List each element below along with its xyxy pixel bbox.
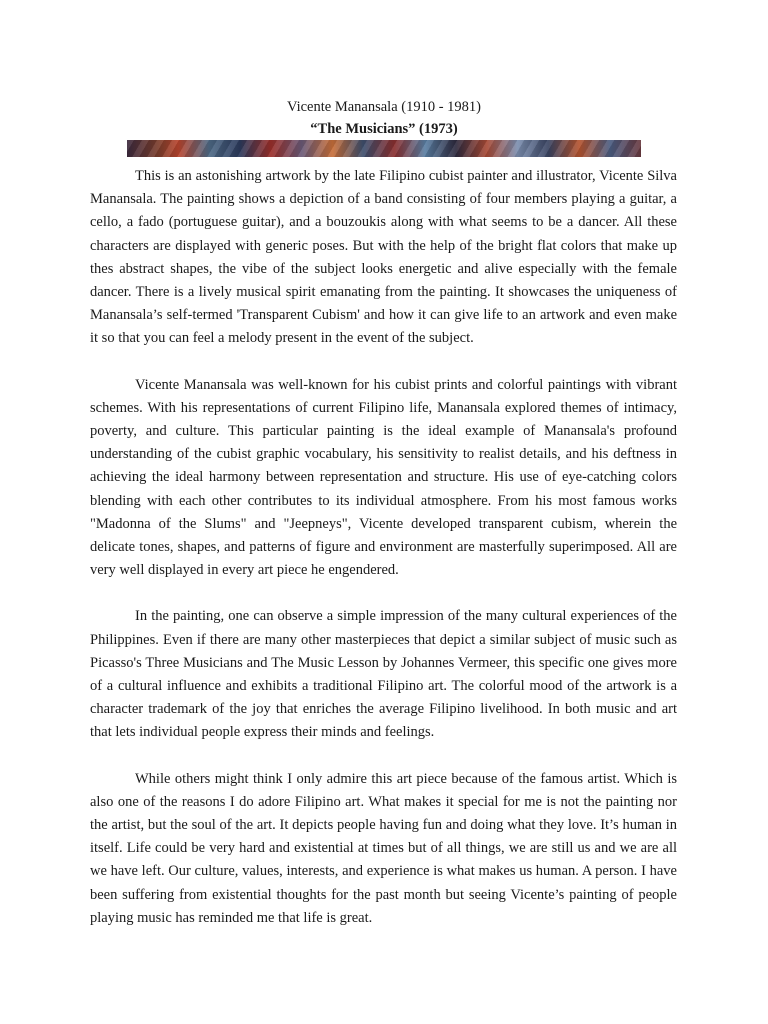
paragraph-1: This is an astonishing artwork by the late Filipino cubist painter and illustrator, Vicente Silva Manansala. The painting shows a depiction of a band consisting of four members playing a guitar, a cello, a fado (portuguese guitar), and a bouzoukis along with what seems to be a dancer. All these characters are displayed with generic poses. But with the help of the bright flat colors that make up thes abstract shapes, the vibe of the subject looks energetic and alive especially with the female dancer. There is a lively musical spirit emanating from the painting. It showcases the uniqueness of Manansala’s self-termed 'Transparent Cubism' and how it can give life to an artwork and even make it so that you can feel a melody present in the event of the subject.	[90, 168, 677, 347]
paragraph-4: While others might think I only admire this art piece because of the famous artist. Which is also one of the reasons I do adore Filipino art. What makes it special for me is not the painting nor the artist, but the soul of the art. It depicts people having fun and doing what they love. It’s human in itself. Life could be very hard and existential at times but of all things, we are still us and we are all we have left. Our culture, values, interests, and experience is what makes us human. A person. I have been suffering from existential thoughts for the past month but seeing Vicente’s painting of people playing music has reminded me that life is great.	[90, 770, 677, 926]
artwork-title: “The Musicians” (1973)	[310, 121, 458, 137]
paragraph-2: Vicente Manansala was well-known for his cubist prints and colorful paintings with vibrant schemes. With his representations of current Filipino life, Manansala explored themes of intimacy, poverty, and culture. This particular painting is the ideal example of Manansala's profound understanding of the cubist graphic vocabulary, his sensitivity to realist details, and his deftness in achieving the ideal harmony between representation and structure. His use of eye-catching colors blending with each other contributes to its individual atmosphere. From his most famous works "Madonna of the Slums" and "Jeepneys", Vicente developed transparent cubism, wherein the delicate tones, shapes, and patterns of figure and environment are masterfully superimposed. All are very well displayed in every art piece he engendered.	[90, 376, 677, 579]
document-title: Vicente Manansala (1910 - 1981)	[286, 99, 481, 115]
paragraph-3: In the painting, one can observe a simple impression of the many cultural experiences of the Philippines. Even if there are many other masterpieces that depict a similar subject of music such as Picasso's Three Musicians and The Music Lesson by Johannes Vermeer, this specific one gives more of a cultural influence and exhibits a traditional Filipino art. The colorful mood of the artwork is a character trademark of the joy that enriches the average Filipino livelihood. In both music and art that lets individual people express their minds and feelings.	[90, 608, 677, 741]
painting-image-strip	[127, 140, 641, 157]
document-header	[0, 96, 768, 140]
essay-body	[90, 165, 677, 953]
